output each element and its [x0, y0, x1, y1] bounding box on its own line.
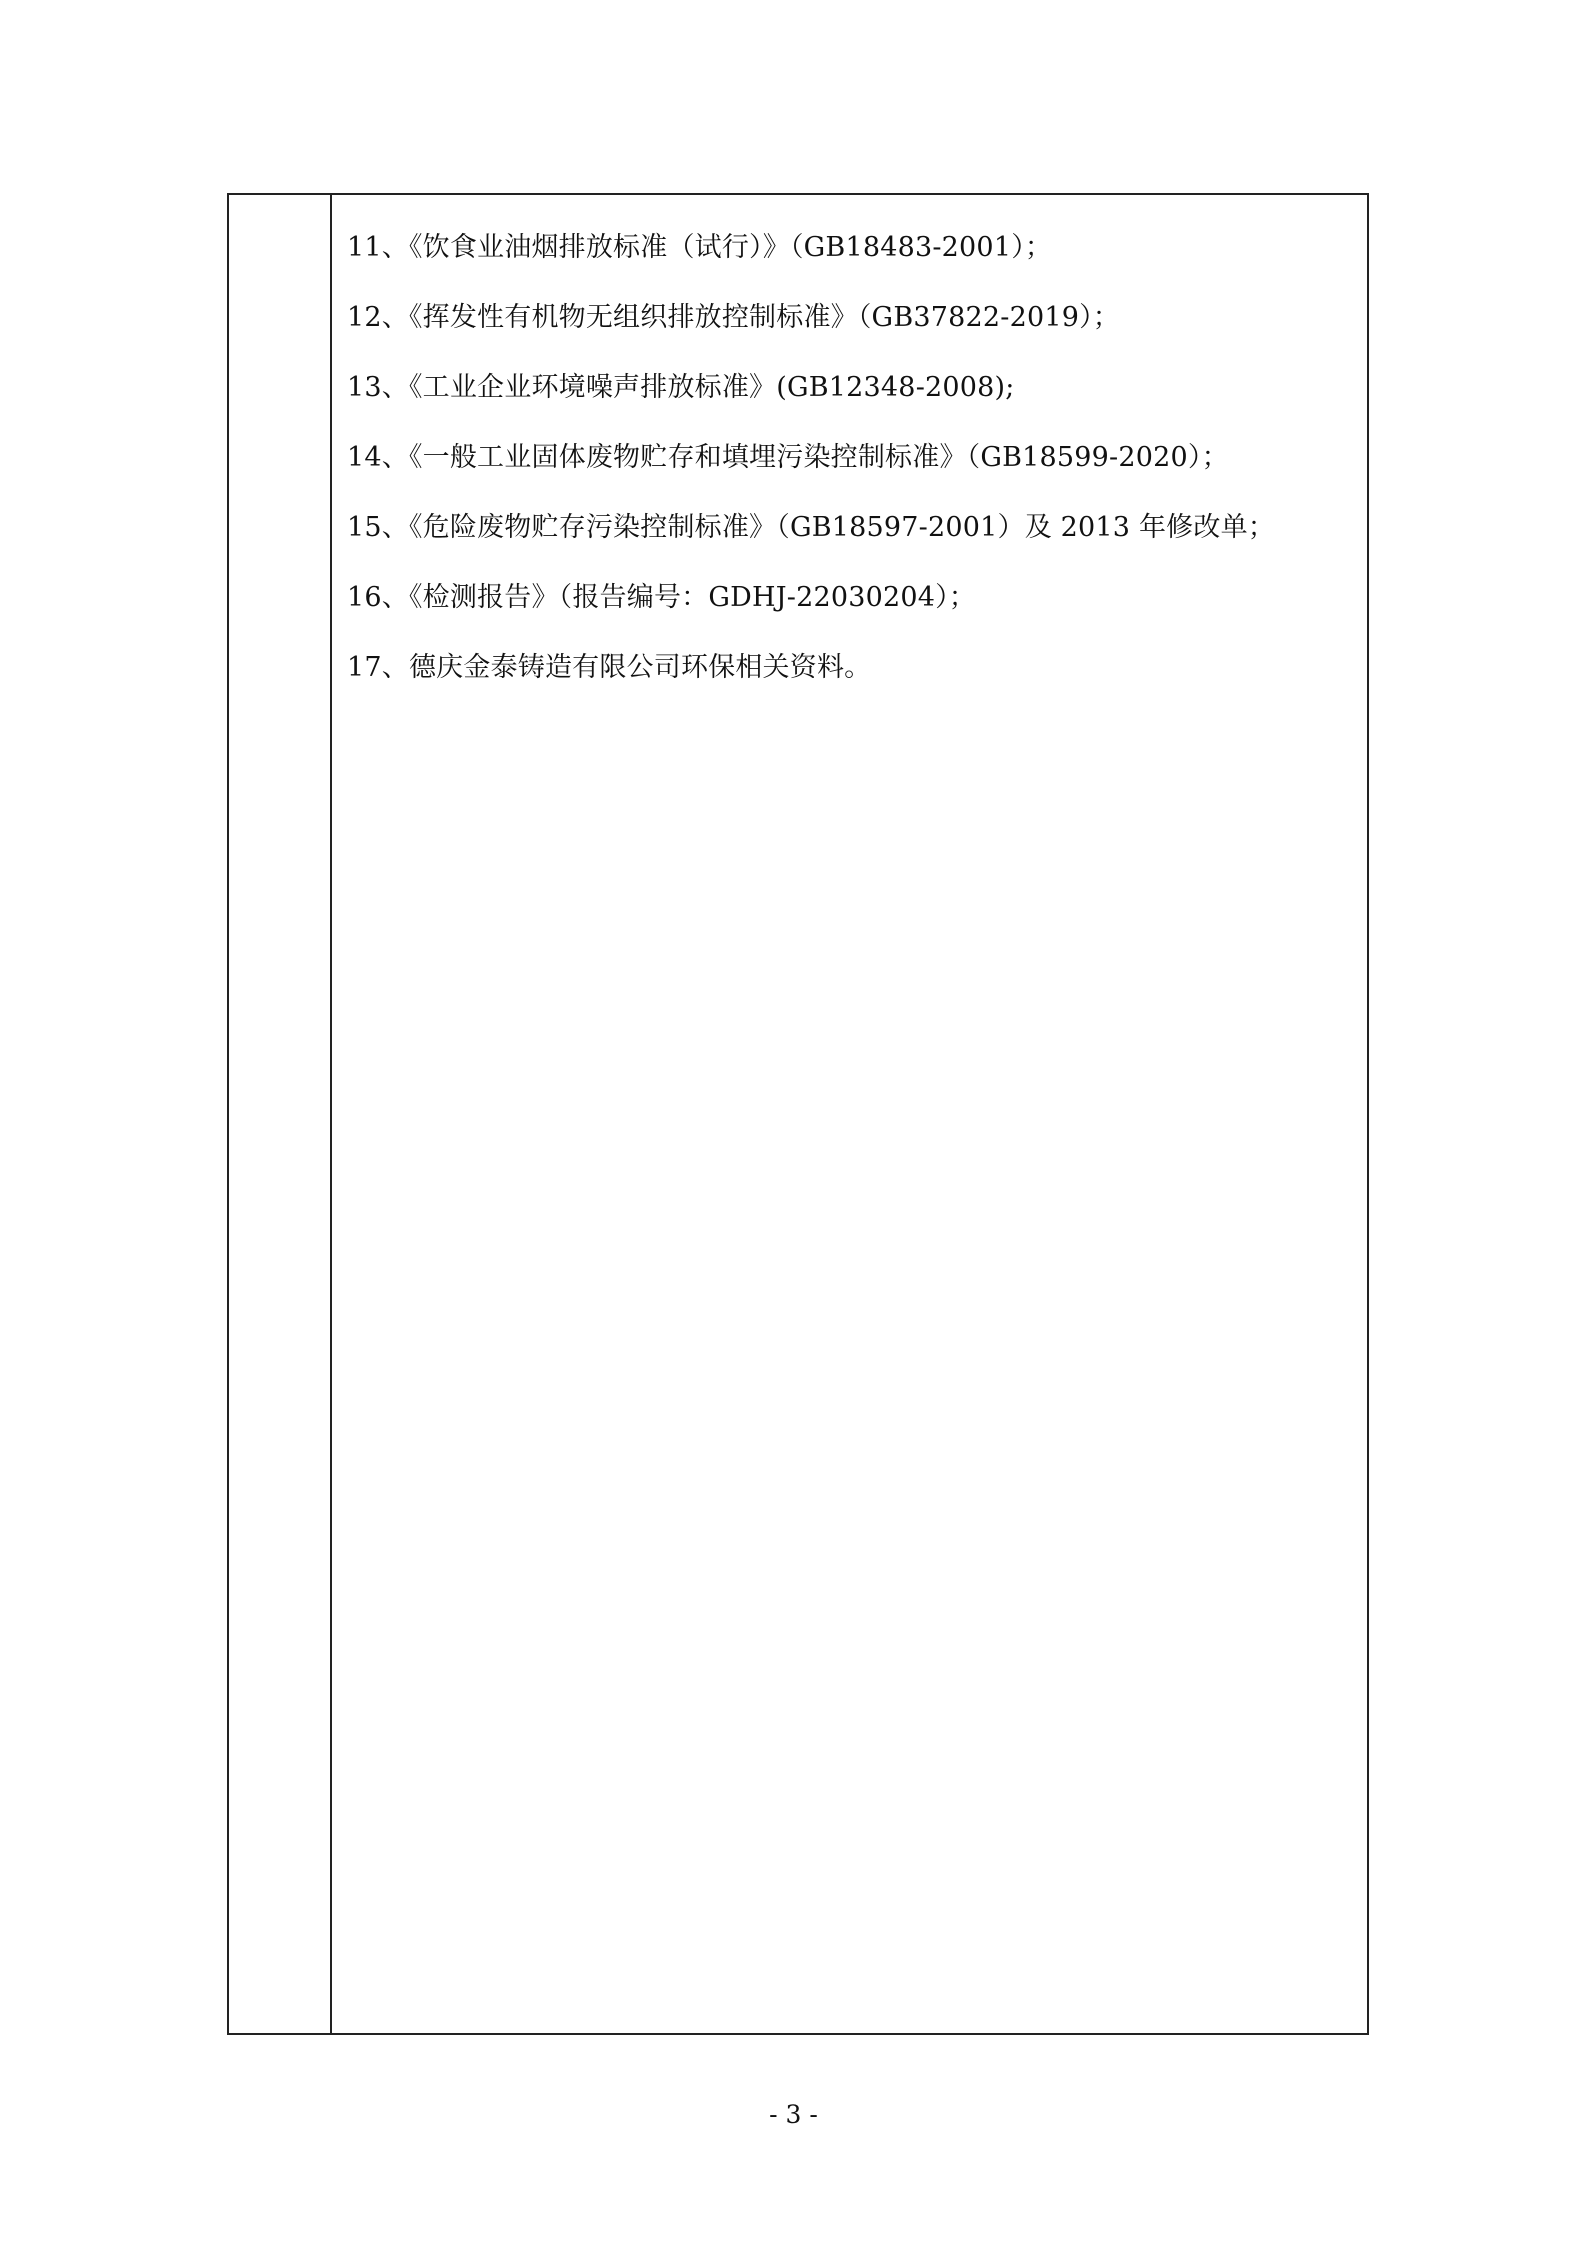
reference-item-11: 11、《饮食业油烟排放标准（试行）》（GB18483-2001）；	[347, 232, 1053, 263]
table-label-column	[229, 195, 332, 2033]
reference-list	[347, 213, 1367, 703]
table-content-column	[332, 195, 1367, 2033]
reference-item-15: 15、《危险废物贮存污染控制标准》（GB18597-2001）及 2013 年修改单；	[347, 512, 1275, 543]
document-table	[227, 193, 1369, 2035]
reference-item-16: 16、《检测报告》（报告编号：GDHJ-22030204）；	[347, 582, 976, 613]
reference-item-17: 17、德庆金泰铸造有限公司环保相关资料。	[347, 652, 872, 683]
reference-item-13: 13、《工业企业环境噪声排放标准》(GB12348-2008);	[347, 372, 1015, 403]
page-number: - 3 -	[769, 2100, 818, 2129]
reference-item-14: 14、《一般工业固体废物贮存和填埋污染控制标准》（GB18599-2020）；	[347, 442, 1229, 473]
reference-item-12: 12、《挥发性有机物无组织排放控制标准》（GB37822-2019）；	[347, 302, 1120, 333]
